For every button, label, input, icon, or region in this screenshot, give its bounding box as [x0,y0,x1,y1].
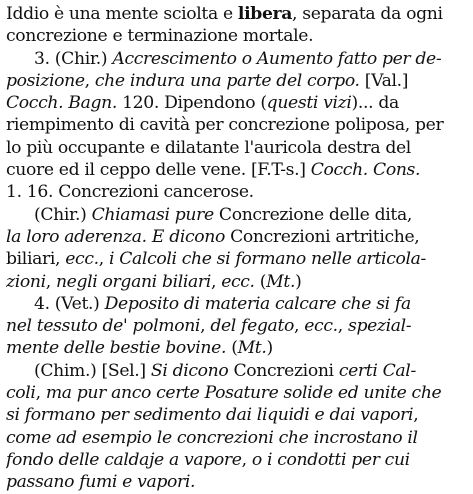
text-line: posizione, che indura una parte del corpo. [Val.] [6,70,409,91]
text-line: 3. (Chir.) Accrescimento o Aumento fatto per de- [34,48,442,69]
text-line: riempimento di cavità per concrezione poliposa, per [6,115,444,136]
text-line: 1. 16. Concrezioni cancerose. [6,182,254,203]
text-line: cuore ed il ceppo delle vene. [F.T-s.] Cocch. Cons. [6,160,421,181]
definition-continuation [6,3,469,48]
text-line: lo più occupante e dilatante l'auricola destra del [6,137,411,158]
text-line: biliari, ecc., i Calcoli che si formano nelle articola- [6,249,426,270]
sense-3-surgery [6,48,469,204]
text-line: concrezione e terminazione mortale. [6,26,314,47]
sense-chemistry [6,360,469,494]
text-line: (Chir.) Chiamasi pure Concrezione delle dita, [34,204,412,225]
text-line: come ad esempio le concrezioni che incrostano il [6,427,418,448]
text-line: (Chim.) [Sel.] Si dicono Concrezioni certi Cal- [34,360,416,381]
text-line: mente delle bestie bovine. (Mt.) [6,338,273,359]
text-line: Cocch. Bagn. 120. Dipendono (questi vizi)... da [6,93,399,114]
text-line: nel tessuto de' polmoni, del fegato, ecc., spezial- [6,316,412,337]
text-line: la loro aderenza. E dicono Concrezioni artritiche, [6,226,420,247]
text-line: passano fumi e vapori. [6,472,196,493]
text-line: 4. (Vet.) Deposito di materia calcare che si fa [34,293,411,314]
sense-4-veterinary [6,293,469,360]
text-line: Iddio è una mente sciolta e libera, separata da ogni [6,4,443,24]
sense-surgery-adherence [6,204,469,293]
text-line: zioni, negli organi biliari, ecc. (Mt.) [6,271,302,292]
text-line: si formano per sedimento dai liquidi e dai vapori, [6,405,419,426]
text-line: fondo delle caldaje a vapore, o i condotti per cui [6,449,410,470]
text-line: coli, ma pur anco certe Posature solide ed unite che [6,383,442,404]
